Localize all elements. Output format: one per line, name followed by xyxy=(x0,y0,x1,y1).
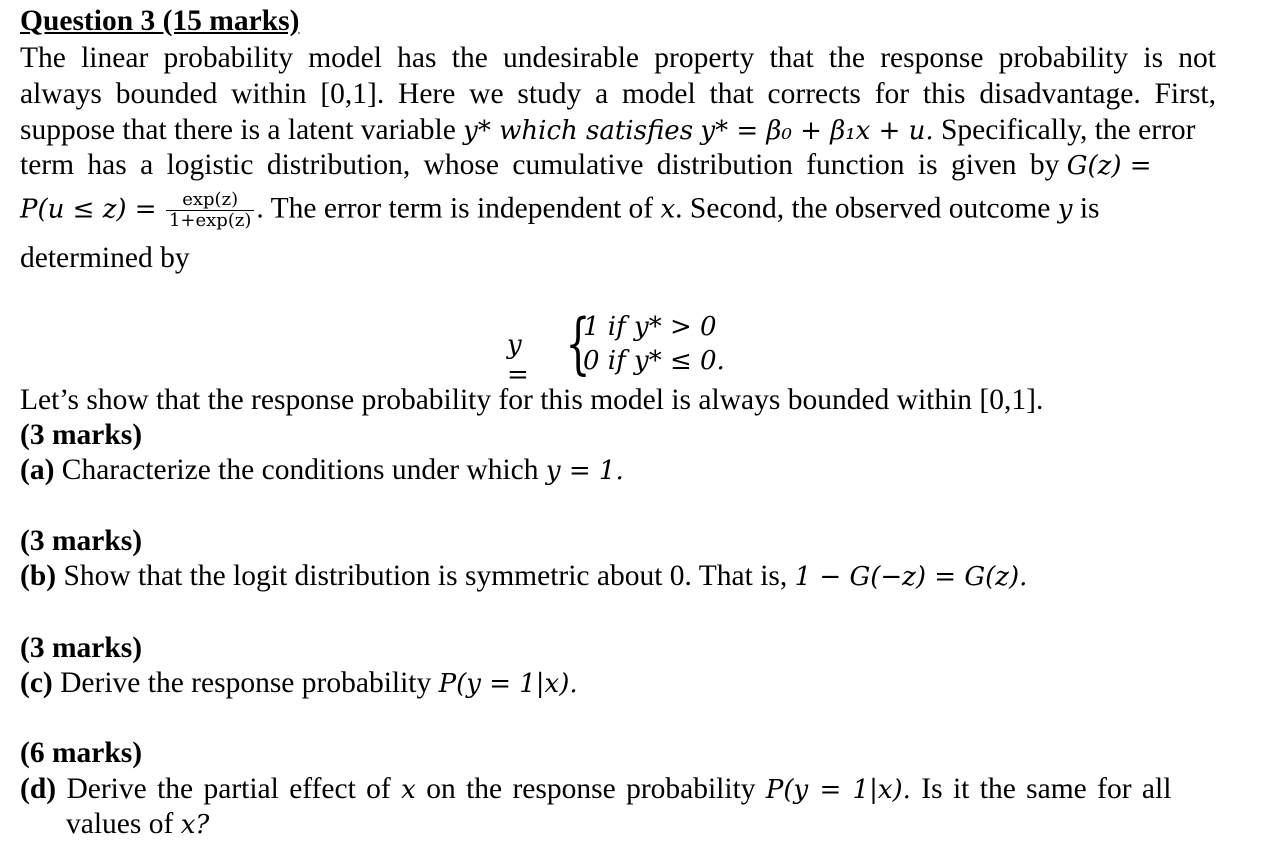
part-d xyxy=(20,772,1216,807)
part-a-label: (a) xyxy=(20,454,55,486)
intro-line-1: The linear probability model has the undesirable property that the response probability is not xyxy=(20,42,1216,74)
part-d-x2: x? xyxy=(180,810,210,840)
marks-d: (6 marks) xyxy=(20,737,143,769)
intro-line-3-tail: Specifically, the error xyxy=(941,114,1196,146)
question-title: Question 3 (15 marks) xyxy=(20,5,300,37)
part-a xyxy=(20,453,624,488)
y-var: y xyxy=(1057,194,1073,225)
intro-line-5-tail2: . Second, the observed outcome xyxy=(675,192,1051,225)
intro-line-3 xyxy=(20,113,1195,148)
part-b xyxy=(20,559,1027,594)
intro-line-4 xyxy=(20,148,1216,183)
goal-statement: Let’s show that the response probability for this model is always bounded within [0,1]. xyxy=(20,384,1044,416)
part-c-text: Derive the response probability xyxy=(60,667,432,699)
part-d-text3: Is it the same for all xyxy=(921,773,1172,805)
cdf-lhs: G(z) = xyxy=(1066,151,1152,181)
latent-equation: y* = β₀ + β₁x + u. xyxy=(700,116,934,146)
cdf-prob: P(u ≤ z) = xyxy=(20,194,157,225)
part-c-label: (c) xyxy=(20,667,53,699)
x-var: x xyxy=(660,194,676,225)
cases-row-2: 0 if y* ≤ 0. xyxy=(583,346,725,376)
latent-var-phrase: y* which satisfies xyxy=(463,116,694,146)
part-d-text: Derive the partial effect of xyxy=(66,773,391,805)
cases-lhs: y = xyxy=(507,330,529,390)
intro-line-5 xyxy=(20,190,1100,231)
part-d-text2: on the response probability xyxy=(426,773,756,805)
part-c xyxy=(20,666,578,701)
marks-c: (3 marks) xyxy=(20,632,143,664)
logistic-fraction xyxy=(166,190,254,231)
part-d-label: (d) xyxy=(20,773,57,805)
marks-b: (3 marks) xyxy=(20,525,143,557)
intro-line-4-text: term has a logistic distribution, whose cumulative distribution function is given by xyxy=(20,149,1060,181)
part-b-text: Show that the logit distribution is symmetric about 0. That is, xyxy=(63,560,788,592)
intro-line-6: determined by xyxy=(20,242,190,274)
marks-a: (3 marks) xyxy=(20,419,143,451)
part-d-line-2 xyxy=(66,807,209,842)
part-d-x: x xyxy=(401,775,416,805)
part-c-math: P(y = 1|x). xyxy=(438,669,578,699)
intro-line-3-text: suppose that there is a latent variable xyxy=(20,114,456,146)
part-a-math: y = 1. xyxy=(545,456,624,486)
intro-line-2: always bounded within [0,1]. Here we study a model that corrects for this disadvantage. First, xyxy=(20,78,1216,110)
part-b-math: 1 − G(−z) = G(z). xyxy=(794,562,1028,592)
part-d-math: P(y = 1|x). xyxy=(765,775,911,805)
cases-row-1: 1 if y* > 0 xyxy=(583,312,717,342)
part-b-label: (b) xyxy=(20,560,57,592)
intro-line-5-tail1: . The error term is independent of xyxy=(256,192,654,225)
part-d-line2-text: values of xyxy=(66,808,174,840)
fraction-numerator: exp(z) xyxy=(166,190,254,211)
fraction-denominator: 1+exp(z) xyxy=(168,210,252,231)
part-a-text: Characterize the conditions under which xyxy=(61,454,539,486)
intro-line-5-tail3: is xyxy=(1079,192,1100,225)
left-brace: { xyxy=(565,305,591,382)
